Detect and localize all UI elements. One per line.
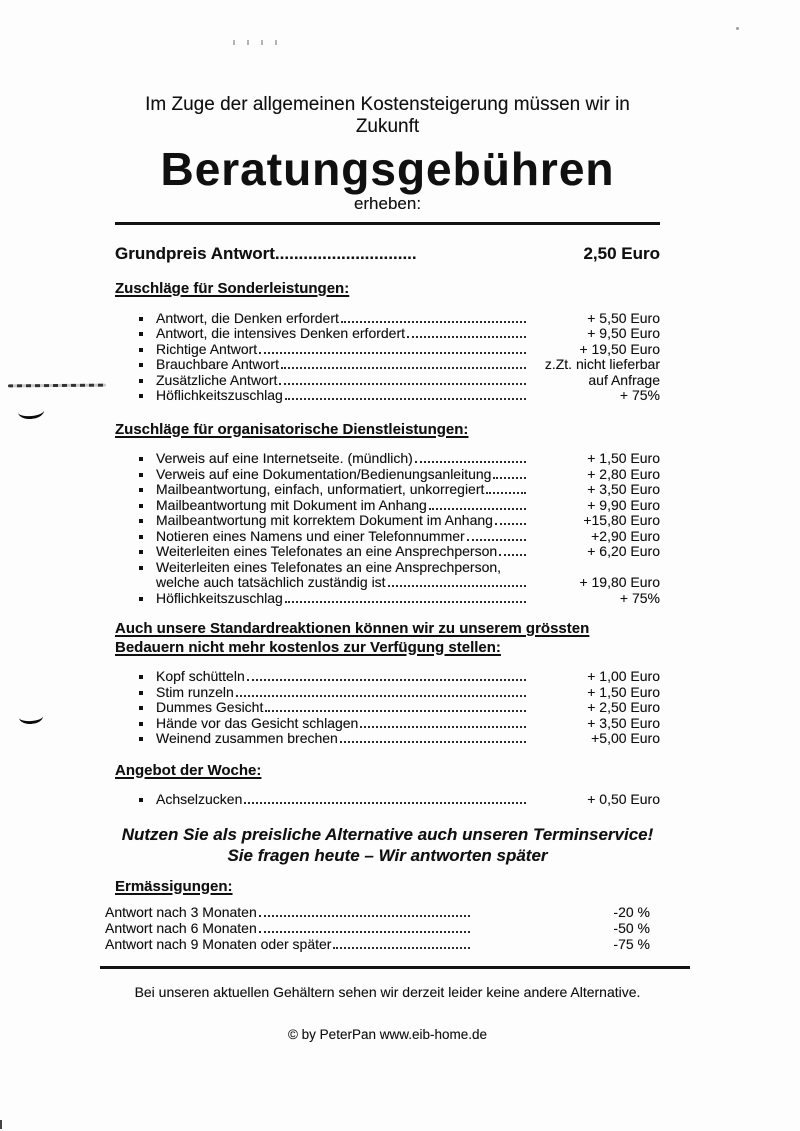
item-value: + 19,80 Euro (579, 574, 660, 590)
discount-row (105, 904, 660, 920)
list-item (115, 311, 660, 327)
list-item (115, 326, 660, 342)
section-heading-ermaessigungen: Ermässigungen: (115, 877, 233, 895)
item-label: Höflichkeitszuschlag (156, 387, 283, 403)
copyright-line: © by PeterPan www.eib-home.de (287, 1027, 488, 1042)
item-label: Achselzucken (156, 791, 243, 807)
list-item (115, 591, 660, 607)
base-price-row (115, 244, 660, 264)
item-value: + 2,50 Euro (587, 699, 660, 715)
dot-leader (495, 523, 526, 525)
dot-leader (360, 726, 526, 728)
item-label: Hände vor das Gesicht schlagen (156, 714, 359, 731)
scan-pen-mark-artifact (19, 709, 44, 725)
list-sonderleistungen (115, 311, 660, 404)
bullet-square-icon (139, 675, 143, 679)
top-divider (115, 222, 660, 225)
dot-leader (259, 915, 470, 917)
bullet-square-icon (139, 519, 143, 523)
dot-leader (259, 352, 526, 354)
list-item (115, 792, 660, 808)
dot-leader (279, 383, 526, 385)
item-label: Antwort, die Denken erfordert (156, 309, 339, 326)
discount-value: -20 % (613, 904, 650, 920)
list-item (115, 700, 660, 716)
dot-leader (340, 741, 526, 743)
intro-line: Im Zuge der allgemeinen Kostensteigerung müssen wir in Zukunft (145, 94, 630, 137)
list-item-continuation (115, 575, 660, 591)
bullet-square-icon (139, 317, 143, 321)
item-value: + 0,50 Euro (587, 791, 660, 807)
bullet-square-icon (139, 504, 143, 508)
list-item (115, 451, 660, 467)
dot-leader (467, 539, 526, 541)
discount-label: Antwort nach 3 Monaten (105, 904, 257, 920)
bullet-square-icon (139, 550, 143, 554)
section-heading-sonderleistungen: Zuschläge für Sonderleistungen: (115, 280, 350, 297)
section-heading-angebot: Angebot der Woche: (115, 761, 262, 779)
item-label: Richtige Antwort (156, 340, 258, 357)
bullet-square-icon (139, 457, 143, 461)
item-value: + 3,50 Euro (587, 481, 660, 497)
item-value: + 19,50 Euro (579, 340, 660, 357)
item-label: Brauchbare Antwort (156, 356, 279, 372)
item-value: + 1,50 Euro (587, 450, 660, 466)
discount-row (105, 936, 660, 952)
item-value: + 1,50 Euro (587, 683, 660, 700)
item-label: Dummes Gesicht (156, 699, 264, 715)
item-value: + 75% (619, 589, 660, 606)
bottom-divider (100, 966, 690, 969)
bullet-square-icon (139, 798, 143, 802)
dot-leader (333, 947, 470, 949)
list-item (115, 467, 660, 483)
item-label: Verweis auf eine Internetseite. (mündlich) (156, 450, 413, 466)
list-angebot (115, 792, 660, 808)
item-label: Mailbeantwortung, einfach, unformatiert, unkorregiert (156, 481, 485, 497)
bullet-square-icon (139, 566, 143, 570)
item-value: +2,90 Euro (591, 527, 660, 544)
list-item (115, 529, 660, 545)
list-item (115, 685, 660, 701)
promo-line-1: Nutzen Sie als preisliche Alternative auch unseren Terminservice! (121, 824, 654, 844)
dot-leader (244, 802, 526, 804)
item-value: +5,00 Euro (591, 730, 660, 746)
list-item (115, 513, 660, 529)
bullet-square-icon (139, 597, 143, 601)
item-label: Antwort, die intensives Denken erfordert (156, 325, 406, 341)
list-item (115, 342, 660, 358)
item-label: Mailbeantwortung mit korrektem Dokument im Anhang (156, 512, 493, 528)
footer-note: Bei unseren aktuellen Gehältern sehen wir derzeit leider keine andere Alternative. (134, 984, 641, 1000)
scan-speck-artifact (0, 1120, 2, 1129)
item-label: Weinend zusammen brechen (156, 730, 338, 746)
list-item (115, 716, 660, 732)
dot-leader (247, 679, 526, 681)
scan-speck-artifact (233, 40, 277, 45)
item-value: + 5,50 Euro (587, 309, 660, 326)
bullet-spacer (139, 581, 143, 585)
list-item (115, 357, 660, 373)
item-label: Verweis auf eine Dokumentation/Bedienungsanleitung (156, 465, 492, 482)
discount-value: -50 % (613, 920, 650, 936)
dot-leader (281, 367, 526, 369)
list-item (115, 482, 660, 498)
bullet-square-icon (139, 535, 143, 539)
promo-line-2: Sie fragen heute – Wir antworten später (227, 845, 548, 865)
item-value: +15,80 Euro (583, 512, 660, 528)
base-price-label: Grundpreis Antwort.............................. (115, 244, 417, 263)
dot-leader (285, 601, 526, 603)
bullet-square-icon (139, 394, 143, 398)
item-value: + 9,90 Euro (587, 496, 660, 513)
section-heading-dienstleistungen: Zuschläge für organisatorische Dienstleistungen: (115, 420, 469, 438)
bullet-square-icon (139, 379, 143, 383)
discount-value: -75 % (613, 936, 650, 952)
dot-leader (499, 554, 526, 556)
dot-leader (407, 336, 526, 338)
scan-smudge-artifact (8, 384, 106, 388)
list-item (115, 388, 660, 404)
bullet-square-icon (139, 348, 143, 352)
item-label: Zusätzliche Antwort (156, 371, 278, 388)
item-label: Notieren eines Namens und einer Telefonnummer (156, 527, 465, 544)
dot-leader (236, 695, 526, 697)
item-value: + 1,00 Euro (587, 668, 660, 684)
dot-leader (388, 585, 526, 587)
bullet-square-icon (139, 706, 143, 710)
list-item (115, 731, 660, 747)
item-label: Kopf schütteln (156, 668, 245, 684)
scan-speck-artifact (736, 27, 739, 30)
item-label: Mailbeantwortung mit Dokument im Anhang (156, 496, 427, 513)
list-item (115, 498, 660, 514)
promo-block (115, 824, 660, 866)
section-heading-standardreaktionen: Auch unsere Standardreaktionen können wir zu unserem grössten Bedauern nicht mehr kostenlos zur Verfügung stellen: (115, 620, 590, 656)
bullet-square-icon (139, 722, 143, 726)
list-standardreaktionen (115, 669, 660, 747)
base-price-value: 2,50 Euro (583, 244, 660, 263)
item-value: + 3,50 Euro (587, 714, 660, 731)
discount-row (105, 920, 660, 936)
dot-leader (486, 492, 526, 494)
item-label-line2: welche auch tatsächlich zuständig ist (156, 574, 386, 590)
item-value: + 2,80 Euro (587, 465, 660, 482)
dot-leader (415, 461, 526, 463)
bullet-square-icon (139, 332, 143, 336)
dot-leader (493, 477, 526, 479)
discount-label: Antwort nach 9 Monaten oder später (105, 936, 332, 952)
dot-leader (341, 321, 526, 323)
page-subtitle: erheben: (353, 194, 422, 213)
item-label: Stim runzeln (156, 683, 234, 700)
item-value: + 75% (619, 387, 660, 403)
discount-label: Antwort nach 6 Monaten (105, 920, 257, 936)
dot-leader (259, 931, 470, 933)
item-value: + 6,20 Euro (587, 543, 660, 559)
list-item (115, 373, 660, 389)
bullet-square-icon (139, 473, 143, 477)
item-label: Höflichkeitszuschlag (156, 589, 283, 606)
dot-leader (265, 710, 526, 712)
list-dienstleistungen (115, 451, 660, 606)
discount-table (105, 904, 660, 952)
item-label: Weiterleiten eines Telefonates an eine Ansprechperson, (156, 558, 502, 575)
dot-leader (285, 398, 526, 400)
item-value: z.Zt. nicht lieferbar (544, 356, 660, 372)
scan-pen-mark-artifact (17, 403, 44, 420)
bullet-square-icon (139, 363, 143, 367)
item-label: Weiterleiten eines Telefonates an eine Ansprechperson (156, 543, 498, 559)
dot-leader (429, 508, 526, 510)
bullet-square-icon (139, 691, 143, 695)
item-value: + 9,50 Euro (587, 325, 660, 341)
bullet-square-icon (139, 488, 143, 492)
bullet-square-icon (139, 737, 143, 741)
list-item (115, 560, 660, 576)
page-title: Beratungsgebühren (160, 143, 615, 195)
list-item (115, 544, 660, 560)
item-value: auf Anfrage (588, 371, 660, 388)
list-item (115, 669, 660, 685)
